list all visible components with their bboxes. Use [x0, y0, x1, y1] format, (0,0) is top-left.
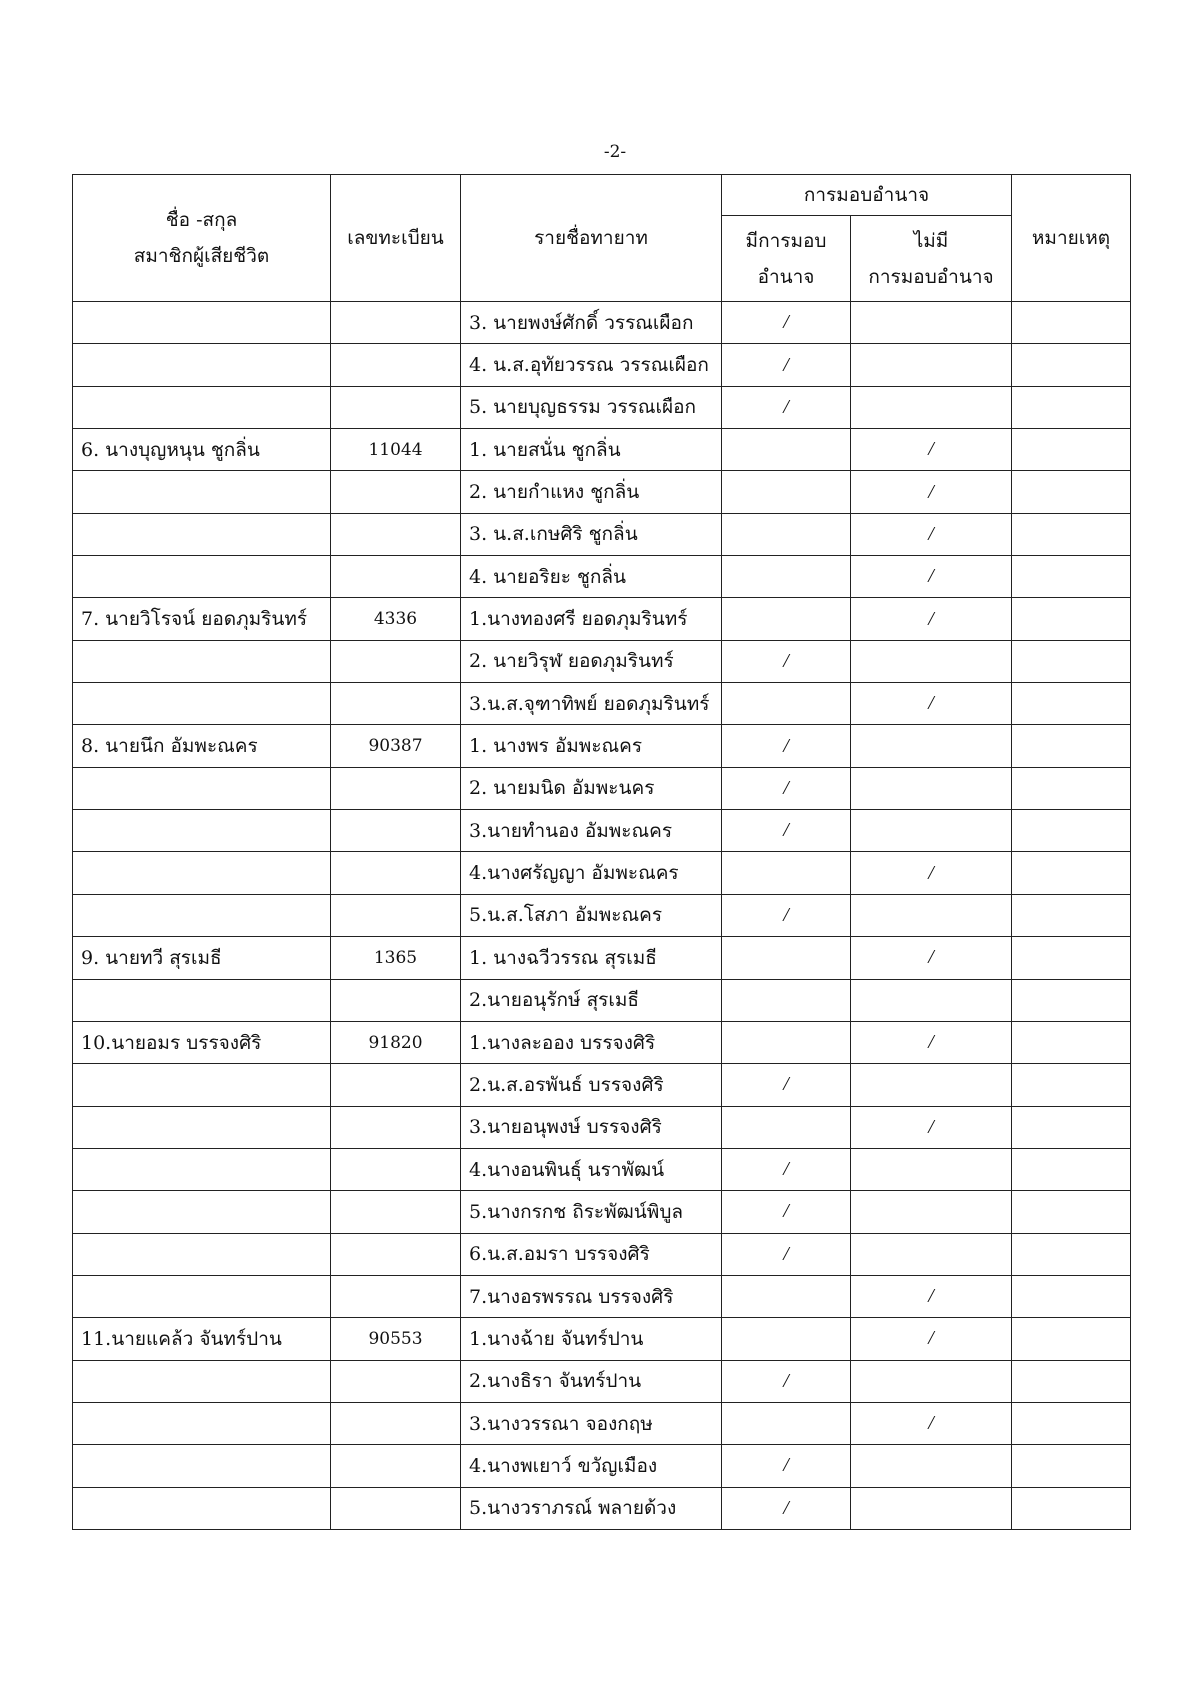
registration-number-cell: 91820 — [331, 1021, 461, 1063]
heir-name-cell: 3.นางวรรณา จองกฤษ — [461, 1402, 722, 1444]
authorized-mark-cell: / — [722, 767, 851, 809]
registration-number-cell — [331, 1275, 461, 1317]
heir-name-cell: 4. นายอริยะ ชูกลิ่น — [461, 556, 722, 598]
heir-name-cell: 4.นางพเยาว์ ขวัญเมือง — [461, 1445, 722, 1487]
deceased-name-cell — [73, 1148, 331, 1190]
table-row — [73, 302, 1131, 344]
heir-name-cell: 3.นายทำนอง อัมพะณคร — [461, 810, 722, 852]
authorized-mark-cell — [722, 979, 851, 1021]
remark-cell — [1012, 1148, 1131, 1190]
heir-name-cell: 4.นางอนพินธุ์ นราพัฒน์ — [461, 1148, 722, 1190]
not-authorized-mark-cell: / — [851, 1106, 1012, 1148]
heir-name-cell: 6.น.ส.อมรา บรรจงศิริ — [461, 1233, 722, 1275]
deceased-name-cell: 7. นายวิโรจน์ ยอดภุมรินทร์ — [73, 598, 331, 640]
registration-number-cell — [331, 386, 461, 428]
not-authorized-mark-cell — [851, 1148, 1012, 1190]
remark-cell — [1012, 1191, 1131, 1233]
authorized-mark-cell — [722, 513, 851, 555]
deceased-name-cell — [73, 1106, 331, 1148]
registration-number-cell: 11044 — [331, 429, 461, 471]
deceased-name-cell — [73, 1275, 331, 1317]
not-authorized-mark-cell: / — [851, 471, 1012, 513]
registration-number-cell — [331, 894, 461, 936]
heir-name-cell: 4.นางศรัญญา อัมพะณคร — [461, 852, 722, 894]
remark-cell — [1012, 937, 1131, 979]
remark-cell — [1012, 344, 1131, 386]
table-row — [73, 1106, 1131, 1148]
deceased-name-cell — [73, 471, 331, 513]
not-authorized-mark-cell: / — [851, 513, 1012, 555]
deceased-name-cell: 11.นายแคล้ว จันทร์ปาน — [73, 1318, 331, 1360]
table-row — [73, 767, 1131, 809]
remark-cell — [1012, 1275, 1131, 1317]
authorized-mark-cell: / — [722, 386, 851, 428]
registration-number-cell — [331, 556, 461, 598]
heir-name-cell: 7.นางอรพรรณ บรรจงศิริ — [461, 1275, 722, 1317]
not-authorized-mark-cell: / — [851, 852, 1012, 894]
header-registration: เลขทะเบียน — [331, 175, 461, 302]
table-row — [73, 1021, 1131, 1063]
deceased-name-cell: 10.นายอมร บรรจงศิริ — [73, 1021, 331, 1063]
remark-cell — [1012, 1487, 1131, 1529]
table-row — [73, 1360, 1131, 1402]
authorized-mark-cell — [722, 852, 851, 894]
heir-name-cell: 5.นางวราภรณ์ พลายด้วง — [461, 1487, 722, 1529]
deceased-name-cell: 8. นายนึก อัมพะณคร — [73, 725, 331, 767]
deceased-name-cell — [73, 640, 331, 682]
authorized-mark-cell: / — [722, 1360, 851, 1402]
authorized-mark-cell: / — [722, 1445, 851, 1487]
not-authorized-mark-cell: / — [851, 556, 1012, 598]
authorized-mark-cell — [722, 471, 851, 513]
registration-number-cell — [331, 852, 461, 894]
not-authorized-mark-cell — [851, 640, 1012, 682]
table-row — [73, 1275, 1131, 1317]
header-not-authorized — [851, 216, 1012, 302]
header-authorized-line-2: อำนาจ — [757, 265, 815, 288]
deceased-name-cell — [73, 852, 331, 894]
deceased-name-cell — [73, 1360, 331, 1402]
heir-name-cell: 3. นายพงษ์ศักดิ์ วรรณเผือก — [461, 302, 722, 344]
remark-cell — [1012, 1445, 1131, 1487]
remark-cell — [1012, 302, 1131, 344]
not-authorized-mark-cell: / — [851, 683, 1012, 725]
not-authorized-mark-cell — [851, 1487, 1012, 1529]
deceased-name-cell: 6. นางบุญหนุน ชูกลิ่น — [73, 429, 331, 471]
authorized-mark-cell — [722, 1106, 851, 1148]
deceased-name-cell — [73, 979, 331, 1021]
not-authorized-mark-cell — [851, 894, 1012, 936]
remark-cell — [1012, 767, 1131, 809]
table-row — [73, 1402, 1131, 1444]
authorized-mark-cell: / — [722, 810, 851, 852]
authorized-mark-cell: / — [722, 1487, 851, 1529]
registration-number-cell — [331, 979, 461, 1021]
authorized-mark-cell: / — [722, 1233, 851, 1275]
deceased-name-cell — [73, 894, 331, 936]
heir-name-cell: 1. นางฉวีวรรณ สุรเมธี — [461, 937, 722, 979]
authorized-mark-cell — [722, 1318, 851, 1360]
not-authorized-mark-cell: / — [851, 1275, 1012, 1317]
not-authorized-mark-cell — [851, 1360, 1012, 1402]
authorized-mark-cell — [722, 429, 851, 471]
deceased-name-cell — [73, 1064, 331, 1106]
remark-cell — [1012, 598, 1131, 640]
remark-cell — [1012, 1021, 1131, 1063]
authorized-mark-cell: / — [722, 1191, 851, 1233]
table-row — [73, 979, 1131, 1021]
table-row — [73, 852, 1131, 894]
heir-name-cell: 5.นางกรกช ถิระพัฒน์พิบูล — [461, 1191, 722, 1233]
registration-number-cell — [331, 1360, 461, 1402]
registration-number-cell — [331, 1106, 461, 1148]
not-authorized-mark-cell — [851, 302, 1012, 344]
deceased-name-cell — [73, 1233, 331, 1275]
authorized-mark-cell — [722, 1402, 851, 1444]
remark-cell — [1012, 1360, 1131, 1402]
registration-number-cell — [331, 471, 461, 513]
not-authorized-mark-cell: / — [851, 1402, 1012, 1444]
deceased-name-cell — [73, 1191, 331, 1233]
not-authorized-mark-cell: / — [851, 1318, 1012, 1360]
authorized-mark-cell: / — [722, 344, 851, 386]
table-row — [73, 556, 1131, 598]
not-authorized-mark-cell — [851, 979, 1012, 1021]
heir-name-cell: 5. นายบุญธรรม วรรณเผือก — [461, 386, 722, 428]
deceased-name-cell — [73, 556, 331, 598]
deceased-name-cell — [73, 302, 331, 344]
heir-name-cell: 1. นายสนั่น ชูกลิ่น — [461, 429, 722, 471]
deceased-name-cell — [73, 1445, 331, 1487]
heirs-table-body — [73, 302, 1131, 1530]
not-authorized-mark-cell: / — [851, 1021, 1012, 1063]
not-authorized-mark-cell — [851, 810, 1012, 852]
registration-number-cell: 4336 — [331, 598, 461, 640]
not-authorized-mark-cell: / — [851, 429, 1012, 471]
registration-number-cell — [331, 1148, 461, 1190]
heir-name-cell: 2. นายมนิด อัมพะนคร — [461, 767, 722, 809]
registration-number-cell — [331, 1064, 461, 1106]
header-deceased-line-2: สมาชิกผู้เสียชีวิต — [133, 245, 270, 267]
authorized-mark-cell: / — [722, 1148, 851, 1190]
registration-number-cell — [331, 1445, 461, 1487]
heir-name-cell: 5.น.ส.โสภา อัมพะณคร — [461, 894, 722, 936]
heirs-table — [72, 174, 1131, 1530]
table-row — [73, 344, 1131, 386]
registration-number-cell — [331, 513, 461, 555]
remark-cell — [1012, 1106, 1131, 1148]
heir-name-cell: 3. น.ส.เกษศิริ ชูกลิ่น — [461, 513, 722, 555]
header-authorization-group: การมอบอำนาจ — [722, 175, 1012, 216]
not-authorized-mark-cell — [851, 767, 1012, 809]
remark-cell — [1012, 894, 1131, 936]
authorized-mark-cell — [722, 1021, 851, 1063]
table-row — [73, 1487, 1131, 1529]
registration-number-cell — [331, 810, 461, 852]
header-not-authorized-line-1: ไม่มี — [913, 229, 949, 252]
table-row — [73, 810, 1131, 852]
remark-cell — [1012, 725, 1131, 767]
remark-cell — [1012, 513, 1131, 555]
table-row — [73, 1064, 1131, 1106]
table-row — [73, 386, 1131, 428]
table-row — [73, 1233, 1131, 1275]
header-heirs: รายชื่อทายาท — [461, 175, 722, 302]
remark-cell — [1012, 979, 1131, 1021]
remark-cell — [1012, 556, 1131, 598]
authorized-mark-cell: / — [722, 640, 851, 682]
authorized-mark-cell — [722, 683, 851, 725]
authorized-mark-cell: / — [722, 894, 851, 936]
heir-name-cell: 4. น.ส.อุทัยวรรณ วรรณเผือก — [461, 344, 722, 386]
table-row — [73, 598, 1131, 640]
deceased-name-cell — [73, 1487, 331, 1529]
not-authorized-mark-cell — [851, 1064, 1012, 1106]
header-remarks: หมายเหตุ — [1012, 175, 1131, 302]
remark-cell — [1012, 471, 1131, 513]
table-row — [73, 1318, 1131, 1360]
authorized-mark-cell — [722, 556, 851, 598]
registration-number-cell — [331, 1233, 461, 1275]
heir-name-cell: 1.นางทองศรี ยอดภุมรินทร์ — [461, 598, 722, 640]
table-row — [73, 894, 1131, 936]
remark-cell — [1012, 810, 1131, 852]
not-authorized-mark-cell: / — [851, 937, 1012, 979]
header-deceased — [73, 175, 331, 302]
remark-cell — [1012, 1402, 1131, 1444]
authorized-mark-cell — [722, 598, 851, 640]
deceased-name-cell — [73, 344, 331, 386]
remark-cell — [1012, 852, 1131, 894]
deceased-name-cell — [73, 386, 331, 428]
deceased-name-cell — [73, 1402, 331, 1444]
not-authorized-mark-cell — [851, 1191, 1012, 1233]
table-row — [73, 683, 1131, 725]
not-authorized-mark-cell — [851, 386, 1012, 428]
deceased-name-cell — [73, 513, 331, 555]
registration-number-cell — [331, 344, 461, 386]
registration-number-cell — [331, 1191, 461, 1233]
remark-cell — [1012, 640, 1131, 682]
registration-number-cell — [331, 302, 461, 344]
registration-number-cell: 1365 — [331, 937, 461, 979]
header-not-authorized-line-2: การมอบอำนาจ — [868, 265, 994, 288]
remark-cell — [1012, 683, 1131, 725]
heir-name-cell: 2.นายอนุรักษ์ สุรเมธี — [461, 979, 722, 1021]
table-row — [73, 1191, 1131, 1233]
not-authorized-mark-cell — [851, 344, 1012, 386]
registration-number-cell: 90553 — [331, 1318, 461, 1360]
not-authorized-mark-cell: / — [851, 598, 1012, 640]
heir-name-cell: 1.นางละออง บรรจงศิริ — [461, 1021, 722, 1063]
registration-number-cell — [331, 683, 461, 725]
deceased-name-cell — [73, 810, 331, 852]
not-authorized-mark-cell — [851, 1233, 1012, 1275]
deceased-name-cell — [73, 683, 331, 725]
registration-number-cell — [331, 1402, 461, 1444]
table-row — [73, 1148, 1131, 1190]
header-deceased-line-1: ชื่อ -สกุล — [165, 209, 238, 231]
remark-cell — [1012, 429, 1131, 471]
heir-name-cell: 1. นางพร อัมพะณคร — [461, 725, 722, 767]
table-row — [73, 429, 1131, 471]
heir-name-cell: 1.นางฉ้าย จันทร์ปาน — [461, 1318, 722, 1360]
deceased-name-cell: 9. นายทวี สุรเมธี — [73, 937, 331, 979]
table-row — [73, 640, 1131, 682]
page-number: -2- — [603, 142, 627, 162]
table-row — [73, 471, 1131, 513]
heir-name-cell: 2. นายกำแหง ชูกลิ่น — [461, 471, 722, 513]
remark-cell — [1012, 1064, 1131, 1106]
heir-name-cell: 2. นายวิรุฬ ยอดภุมรินทร์ — [461, 640, 722, 682]
not-authorized-mark-cell — [851, 725, 1012, 767]
header-authorized-line-1: มีการมอบ — [745, 229, 827, 252]
authorized-mark-cell: / — [722, 302, 851, 344]
deceased-name-cell — [73, 767, 331, 809]
table-row — [73, 513, 1131, 555]
registration-number-cell — [331, 767, 461, 809]
authorized-mark-cell — [722, 1275, 851, 1317]
heir-name-cell: 3.นายอนุพงษ์ บรรจงศิริ — [461, 1106, 722, 1148]
remark-cell — [1012, 386, 1131, 428]
remark-cell — [1012, 1233, 1131, 1275]
remark-cell — [1012, 1318, 1131, 1360]
header-authorized — [722, 216, 851, 302]
registration-number-cell — [331, 1487, 461, 1529]
table-row — [73, 725, 1131, 767]
heir-name-cell: 3.น.ส.จุฑาทิพย์ ยอดภุมรินทร์ — [461, 683, 722, 725]
table-row — [73, 1445, 1131, 1487]
table-row — [73, 937, 1131, 979]
not-authorized-mark-cell — [851, 1445, 1012, 1487]
heir-name-cell: 2.น.ส.อรพันธ์ บรรจงศิริ — [461, 1064, 722, 1106]
registration-number-cell: 90387 — [331, 725, 461, 767]
heir-name-cell: 2.นางธิรา จันทร์ปาน — [461, 1360, 722, 1402]
authorized-mark-cell: / — [722, 1064, 851, 1106]
authorized-mark-cell: / — [722, 725, 851, 767]
authorized-mark-cell — [722, 937, 851, 979]
registration-number-cell — [331, 640, 461, 682]
